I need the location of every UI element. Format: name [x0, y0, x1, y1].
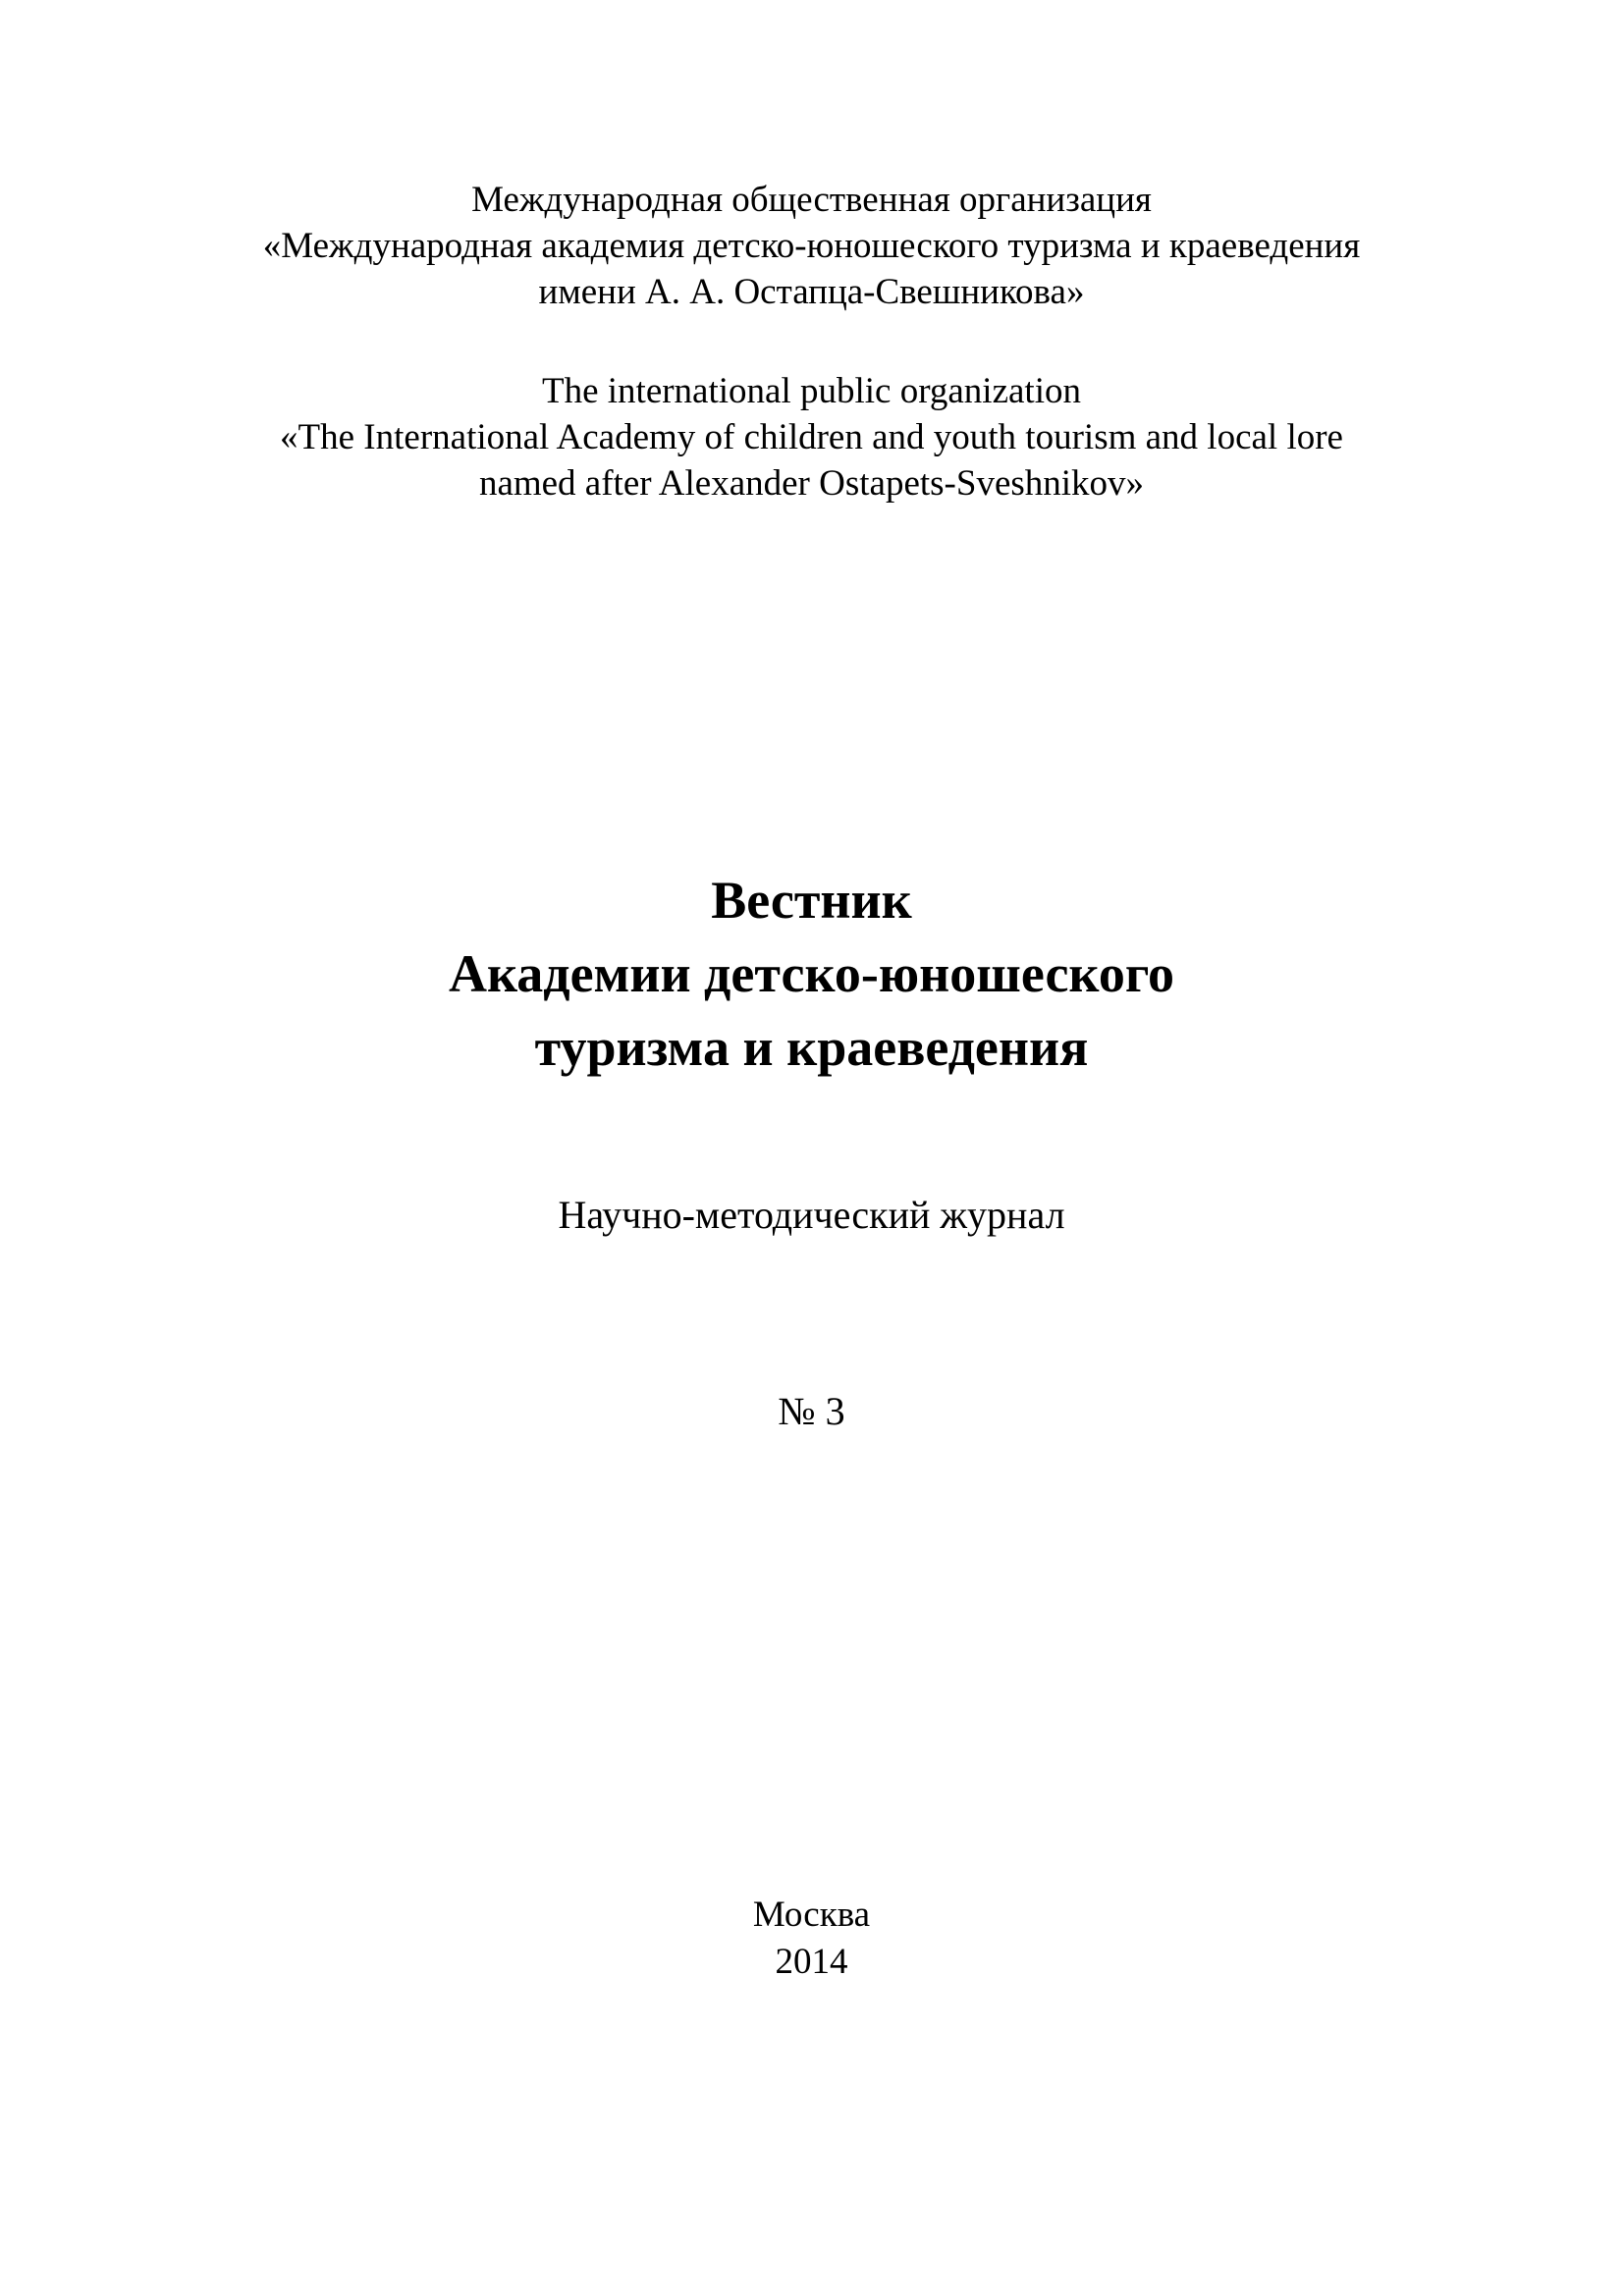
org-en-line-3: named after Alexander Ostapets-Sveshnikov» [478, 463, 1145, 504]
journal-subtitle [0, 1191, 1623, 1240]
publication-footer [0, 1892, 1623, 1986]
issue-number [0, 1387, 1623, 1436]
publication-year: 2014 [775, 1942, 848, 1982]
org-en-line-2: «The International Academy of children and youth tourism and local lore [280, 417, 1343, 457]
title-line-1: Вестник [711, 871, 912, 930]
subtitle-text: Научно-методический журнал [558, 1193, 1065, 1237]
title-line-2: Академии детско-юношеского [448, 944, 1175, 1003]
journal-title [0, 864, 1623, 1085]
organization-name-english [0, 368, 1623, 507]
title-line-3: туризма и краеведения [534, 1018, 1089, 1077]
org-ru-line-2: «Международная академия детско-юношеского туризма и краеведения [262, 226, 1361, 266]
org-ru-line-1: Международная общественная организация [471, 180, 1152, 220]
org-en-line-1: The international public organization [541, 371, 1081, 411]
organization-name-russian [0, 177, 1623, 315]
issue-number-text: № 3 [778, 1389, 845, 1433]
publication-city: Москва [752, 1895, 871, 1935]
org-ru-line-3: имени А. А. Остапца-Свешникова» [538, 272, 1085, 312]
